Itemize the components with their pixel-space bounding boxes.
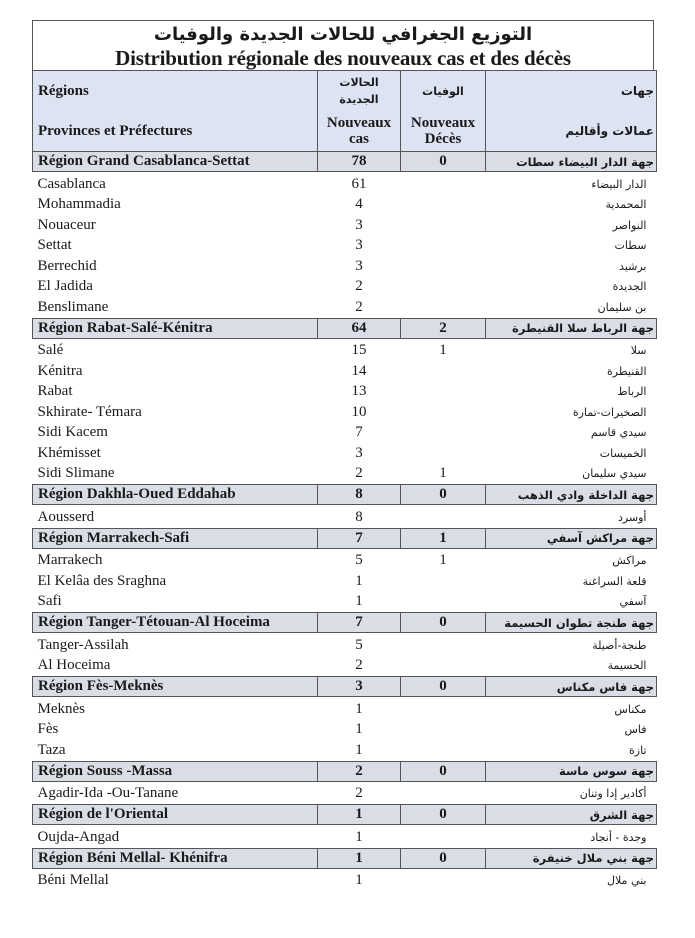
region-name-ar: جهة سوس ماسة [486,761,657,781]
region-new-cases: 7 [318,613,401,633]
region-name-ar: جهة الدار البيضاء سطات [486,152,657,172]
province-deaths [401,423,486,444]
province-row [33,868,657,891]
province-deaths [401,633,486,656]
header-new-cases-fr [318,111,401,152]
province-name-ar: طنجة-أصيلة [592,638,647,652]
region-name-fr: Région Grand Casablanca-Settat [33,152,318,172]
province-row [33,382,657,403]
header-new-cases-ar: الحالات الجديدة [318,71,401,112]
title-arabic: التوزيع الجغرافي للحالات الجديدة والوفيات [153,24,533,45]
province-name-ar: بن سليمان [597,300,647,314]
province-name-ar: تازة [629,743,647,757]
header-new-cases-fr-line1: Nouveaux [326,115,392,131]
header-deaths-fr-line2: Décès [424,131,462,147]
province-deaths [401,215,486,236]
region-new-cases: 1 [318,848,401,868]
province-name-fr: Mohammadia [37,196,121,213]
province-name-ar: مكناس [614,702,647,716]
region-row [33,848,657,868]
region-name-ar: جهة مراكش آسفي [486,528,657,548]
title-french: Distribution régionale des nouveaux cas et des décès [115,46,571,70]
distribution-sheet [32,20,654,891]
province-new-cases: 1 [355,721,363,738]
header-provinces-fr: Provinces et Préfectures [33,111,318,152]
province-row [33,423,657,444]
province-row [33,720,657,741]
province-new-cases: 2 [355,298,363,315]
province-name-fr: Oujda-Angad [37,828,120,845]
province-name-ar: الحسيمة [607,659,647,673]
region-name-ar: جهة فاس مكناس [486,677,657,697]
province-new-cases: 10 [351,403,367,420]
distribution-table [32,70,657,891]
province-name-fr: Settat [37,237,72,254]
province-deaths [401,868,486,891]
province-name-fr: Taza [37,741,66,758]
province-name-ar: قلعة السراغنة [582,574,647,588]
province-new-cases: 1 [355,828,363,845]
province-name-fr: Béni Mellal [37,872,109,889]
province-new-cases: 5 [355,636,363,653]
province-new-cases: 15 [351,342,367,359]
header-row-provinces [33,111,657,152]
province-new-cases: 14 [351,362,367,379]
region-row [33,528,657,548]
province-name-ar: الجديدة [612,280,647,294]
province-deaths [401,256,486,277]
region-name-fr: Région Béni Mellal- Khénifra [33,848,318,868]
province-name-fr: Safi [37,593,62,610]
region-name-ar: جهة الرباط سلا القنيطرة [486,318,657,338]
province-row [33,592,657,613]
province-deaths [401,402,486,423]
region-row [33,613,657,633]
region-row [33,318,657,338]
header-new-cases-fr-line2: cas [349,131,369,147]
region-name-fr: Région Fès-Meknès [33,677,318,697]
province-row [33,402,657,423]
province-name-ar: سطات [614,239,647,253]
region-name-fr: Région Souss -Massa [33,761,318,781]
province-row [33,825,657,849]
province-row [33,215,657,236]
region-new-cases: 1 [318,805,401,825]
province-deaths [401,505,486,529]
province-new-cases: 3 [355,216,363,233]
title-block [32,20,654,70]
header-deaths-fr-line1: Nouveaux [410,115,476,131]
region-name-fr: Région Tanger-Tétouan-Al Hoceima [33,613,318,633]
province-name-ar: مراكش [612,554,647,568]
region-row [33,485,657,505]
province-row [33,464,657,485]
province-name-ar: أكادير إدا وتنان [579,787,647,801]
province-name-fr: Kénitra [37,362,83,379]
province-deaths [401,361,486,382]
province-row [33,633,657,656]
region-new-cases: 7 [318,528,401,548]
province-name-ar: الصخيرات-تمارة [572,405,647,419]
province-name-ar: وجدة - أنجاد [590,830,647,844]
province-deaths [401,656,486,677]
province-new-cases: 1 [355,741,363,758]
province-row [33,505,657,529]
province-name-ar: سيدي قاسم [590,426,647,440]
province-deaths [401,195,486,216]
province-deaths: 1 [439,552,447,569]
province-row [33,172,657,195]
province-new-cases: 1 [355,872,363,889]
province-new-cases: 2 [355,278,363,295]
province-deaths [401,825,486,849]
region-row [33,677,657,697]
province-deaths [401,382,486,403]
province-deaths [401,297,486,318]
province-row [33,338,657,361]
province-name-ar: القنيطرة [607,364,647,378]
region-deaths: 2 [401,318,486,338]
province-row [33,256,657,277]
province-name-ar: برشيد [619,259,647,273]
header-regions-ar: جهات [486,71,657,112]
region-deaths: 0 [401,761,486,781]
region-new-cases: 64 [318,318,401,338]
province-new-cases: 2 [355,785,363,802]
province-name-ar: المحمدية [605,198,647,212]
province-deaths [401,236,486,257]
region-deaths: 0 [401,485,486,505]
province-row [33,697,657,720]
province-new-cases: 1 [355,700,363,717]
province-row [33,656,657,677]
province-name-fr: Tanger-Assilah [37,636,129,653]
province-new-cases: 5 [355,552,363,569]
province-deaths [401,781,486,805]
region-new-cases: 3 [318,677,401,697]
province-name-ar: آسفي [619,595,647,609]
province-name-fr: Benslimane [37,298,109,315]
province-new-cases: 8 [355,508,363,525]
province-name-fr: Casablanca [37,175,106,192]
province-deaths [401,443,486,464]
header-deaths-ar: الوفيات [401,71,486,112]
region-row [33,805,657,825]
province-name-ar: سلا [630,344,647,358]
province-deaths: 1 [439,465,447,482]
province-name-fr: Skhirate- Témara [37,403,142,420]
province-row [33,361,657,382]
province-deaths [401,277,486,298]
province-row [33,571,657,592]
province-row [33,781,657,805]
region-deaths: 0 [401,613,486,633]
province-name-fr: El Jadida [37,278,93,295]
region-row [33,152,657,172]
province-name-ar: بني ملال [607,874,647,888]
region-name-fr: Région Dakhla-Oued Eddahab [33,485,318,505]
province-name-fr: Berrechid [37,257,97,274]
header-row-regions [33,71,657,112]
province-name-fr: Khémisset [37,444,101,461]
header-regions-fr: Régions [33,71,318,112]
province-name-fr: Sidi Slimane [37,465,115,482]
region-new-cases: 78 [318,152,401,172]
province-row [33,236,657,257]
province-row [33,277,657,298]
province-new-cases: 4 [355,196,363,213]
province-name-fr: Fès [37,721,59,738]
province-new-cases: 2 [355,657,363,674]
region-row [33,761,657,781]
province-name-ar: فاس [624,723,647,737]
region-name-ar: جهة طنجة تطوان الحسيمة [486,613,657,633]
region-name-ar: جهة بني ملال خنيفرة [486,848,657,868]
region-deaths: 0 [401,677,486,697]
province-name-fr: Agadir-Ida -Ou-Tanane [37,785,179,802]
province-name-fr: Salé [37,342,64,359]
province-new-cases: 2 [355,465,363,482]
province-deaths [401,740,486,761]
province-name-fr: Sidi Kacem [37,424,108,441]
province-row [33,443,657,464]
region-deaths: 0 [401,805,486,825]
region-deaths: 0 [401,152,486,172]
province-row [33,195,657,216]
province-name-ar: أوسرد [617,510,647,524]
province-row [33,548,657,571]
province-new-cases: 61 [351,175,367,192]
region-name-fr: Région Rabat-Salé-Kénitra [33,318,318,338]
province-deaths [401,571,486,592]
region-new-cases: 8 [318,485,401,505]
region-name-ar: جهة الشرق [486,805,657,825]
region-name-fr: Région Marrakech-Safi [33,528,318,548]
province-name-fr: Nouaceur [37,216,96,233]
province-deaths [401,697,486,720]
province-name-fr: Rabat [37,383,73,400]
province-name-fr: Al Hoceima [37,657,111,674]
province-new-cases: 7 [355,424,363,441]
province-name-ar: سيدي سليمان [582,467,647,481]
table-body [33,152,657,892]
province-name-ar: الرباط [617,385,647,399]
province-name-ar: الدار البيضاء [591,177,647,191]
province-name-ar: النواصر [612,218,647,232]
region-new-cases: 2 [318,761,401,781]
province-new-cases: 1 [355,593,363,610]
province-deaths [401,720,486,741]
region-deaths: 0 [401,848,486,868]
province-deaths: 1 [439,342,447,359]
province-name-fr: Aousserd [37,508,95,525]
province-name-fr: El Kelâa des Sraghna [37,572,167,589]
region-name-ar: جهة الداخلة وادي الذهب [486,485,657,505]
province-new-cases: 13 [351,383,367,400]
header-provinces-ar: عمالات وأقاليم [486,111,657,152]
province-row [33,740,657,761]
province-name-fr: Meknès [37,700,85,717]
province-name-fr: Marrakech [37,552,103,569]
province-row [33,297,657,318]
province-new-cases: 3 [355,237,363,254]
header-deaths-fr [401,111,486,152]
province-new-cases: 3 [355,444,363,461]
province-deaths [401,592,486,613]
province-new-cases: 3 [355,257,363,274]
region-name-fr: Région de l'Oriental [33,805,318,825]
region-deaths: 1 [401,528,486,548]
province-new-cases: 1 [355,572,363,589]
province-deaths [401,172,486,195]
province-name-ar: الخميسات [599,446,647,460]
